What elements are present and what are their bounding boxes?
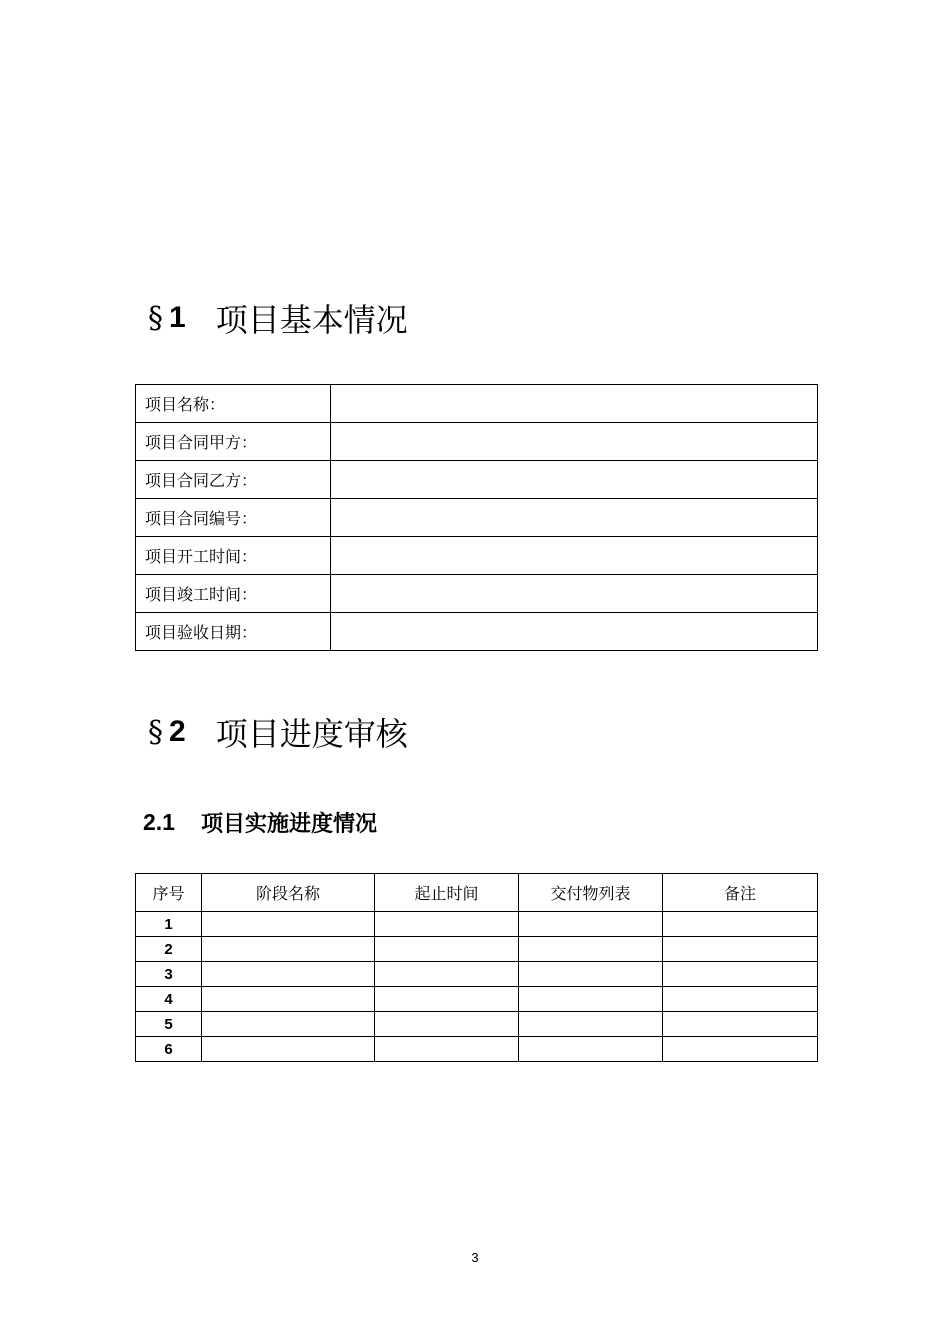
period-cell	[375, 987, 519, 1012]
section-mark: §	[148, 714, 163, 750]
row-index: 4	[136, 987, 202, 1012]
table-header-row	[136, 874, 818, 912]
stage-cell	[202, 937, 375, 962]
row-index: 5	[136, 1012, 202, 1037]
info-value-cell	[331, 461, 818, 499]
remarks-cell	[663, 1037, 818, 1062]
row-index: 6	[136, 1037, 202, 1062]
table-row	[136, 1037, 818, 1062]
table-row	[136, 461, 818, 499]
info-label: 项目验收日期：	[136, 613, 331, 651]
remarks-cell	[663, 1012, 818, 1037]
deliverables-cell	[519, 962, 663, 987]
info-label: 项目名称：	[136, 385, 331, 423]
stage-cell	[202, 912, 375, 937]
deliverables-cell	[519, 912, 663, 937]
section-mark: §	[148, 300, 163, 336]
info-value-cell	[331, 613, 818, 651]
info-label: 项目开工时间：	[136, 537, 331, 575]
subsection-2-1-heading	[143, 806, 377, 838]
table-row	[136, 575, 818, 613]
section-2-heading	[148, 710, 408, 754]
row-index: 3	[136, 962, 202, 987]
period-cell	[375, 1037, 519, 1062]
subsection-title: 项目实施进度情况	[200, 811, 377, 837]
info-value-cell	[331, 499, 818, 537]
header-deliverables: 交付物列表	[519, 874, 663, 912]
period-cell	[375, 937, 519, 962]
info-value-cell	[331, 385, 818, 423]
stage-cell	[202, 962, 375, 987]
table-row	[136, 385, 818, 423]
period-cell	[375, 962, 519, 987]
info-value-cell	[331, 423, 818, 461]
info-label: 项目合同编号：	[136, 499, 331, 537]
table-row	[136, 937, 818, 962]
header-remarks: 备注	[663, 874, 818, 912]
deliverables-cell	[519, 1037, 663, 1062]
stage-cell	[202, 987, 375, 1012]
progress-table	[135, 873, 818, 1062]
header-index: 序号	[136, 874, 202, 912]
section-number: 1	[169, 301, 186, 334]
deliverables-cell	[519, 1012, 663, 1037]
project-info-table	[135, 384, 818, 651]
stage-cell	[202, 1037, 375, 1062]
info-label: 项目合同乙方：	[136, 461, 331, 499]
stage-cell	[202, 1012, 375, 1037]
info-value-cell	[331, 537, 818, 575]
period-cell	[375, 1012, 519, 1037]
remarks-cell	[663, 962, 818, 987]
info-value-cell	[331, 575, 818, 613]
period-cell	[375, 912, 519, 937]
remarks-cell	[663, 937, 818, 962]
table-row	[136, 912, 818, 937]
section-number: 2	[169, 715, 186, 748]
remarks-cell	[663, 912, 818, 937]
info-label: 项目竣工时间：	[136, 575, 331, 613]
deliverables-cell	[519, 987, 663, 1012]
table-row	[136, 499, 818, 537]
table-row	[136, 423, 818, 461]
row-index: 2	[136, 937, 202, 962]
header-period: 起止时间	[375, 874, 519, 912]
table-row	[136, 987, 818, 1012]
table-row	[136, 537, 818, 575]
header-stage: 阶段名称	[202, 874, 375, 912]
table-row	[136, 1012, 818, 1037]
deliverables-cell	[519, 937, 663, 962]
section-1-heading	[148, 296, 408, 340]
table-row	[136, 962, 818, 987]
section-title: 项目进度审核	[215, 715, 408, 753]
table-row	[136, 613, 818, 651]
info-label: 项目合同甲方：	[136, 423, 331, 461]
subsection-number: 2.1	[143, 808, 175, 835]
section-title: 项目基本情况	[215, 301, 408, 339]
remarks-cell	[663, 987, 818, 1012]
row-index: 1	[136, 912, 202, 937]
page-number: 3	[471, 1250, 479, 1265]
